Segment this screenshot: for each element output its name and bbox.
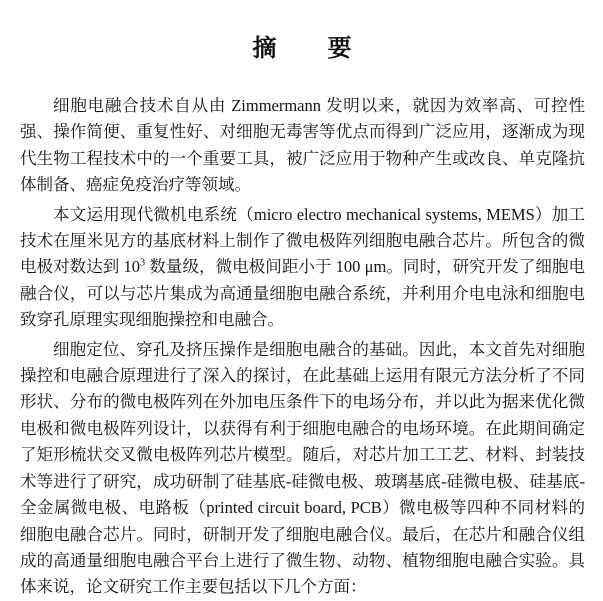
abstract-paragraph-3: 细胞定位、穿孔及挤压操作是细胞电融合的基础。因此，本文首先对细胞操控和电融合原理进行了深入的探讨，在此基础上运用有限元方法分析了不同形状、分布的微电极阵列在外加电压条件下的电场分布，并以此为据来优化微电极和微电极阵列设计，以获得有利于细胞电融合的电场环境。在此期间确定了矩形梳状交叉微电极阵列芯片模型。随后，对芯片加工工艺、材料、封装技术等进行了研究，成功研制了硅基底-硅微电极、玻璃基底-硅微电极、硅基底-全金属微电极、电路板（printed circuit board, PCB）微电极等四种不同材料的细胞电融合芯片。同时，研制开发了细胞电融合仪。最后，在芯片和融合仪组成的高通量细胞电融合平台上进行了微生物、动物、植物细胞电融合实验。具体来说，论文研究工作主要包括以下几个方面： <box>20 339 585 597</box>
page-title: 摘 要 <box>252 36 353 62</box>
paragraph-2-text-after-superscript: 数量级，微电极间距小于 100 μm。同时，研究开发了细胞电融合仪，可以与芯片集成为高通量细胞电融合系统，并利用介电电泳和细胞电致穿孔原理实现细胞操控和电融合。 <box>20 257 586 330</box>
abstract-paragraph-1: 细胞电融合技术自从由 Zimmermann 发明以来，就因为效率高、可控性强、操作简便、重复性好、对细胞无毒害等优点而得到广泛应用，逐渐成为现代生物工程技术中的一个重要工具，被广泛应用于物种产生或改良、单克隆抗体制备、癌症免疫治疗等领域。 <box>20 96 585 195</box>
exponent-superscript: 3 <box>140 257 146 269</box>
abstract-paragraph-2 <box>20 202 585 334</box>
paragraph-2-text-before-superscript: 本文运用现代微机电系统（micro electro mechanical systems, MEMS）加工技术在厘米见方的基底材料上制作了微电极阵列细胞电融合芯片。所包含的微电极对数达到 10 <box>20 204 585 277</box>
